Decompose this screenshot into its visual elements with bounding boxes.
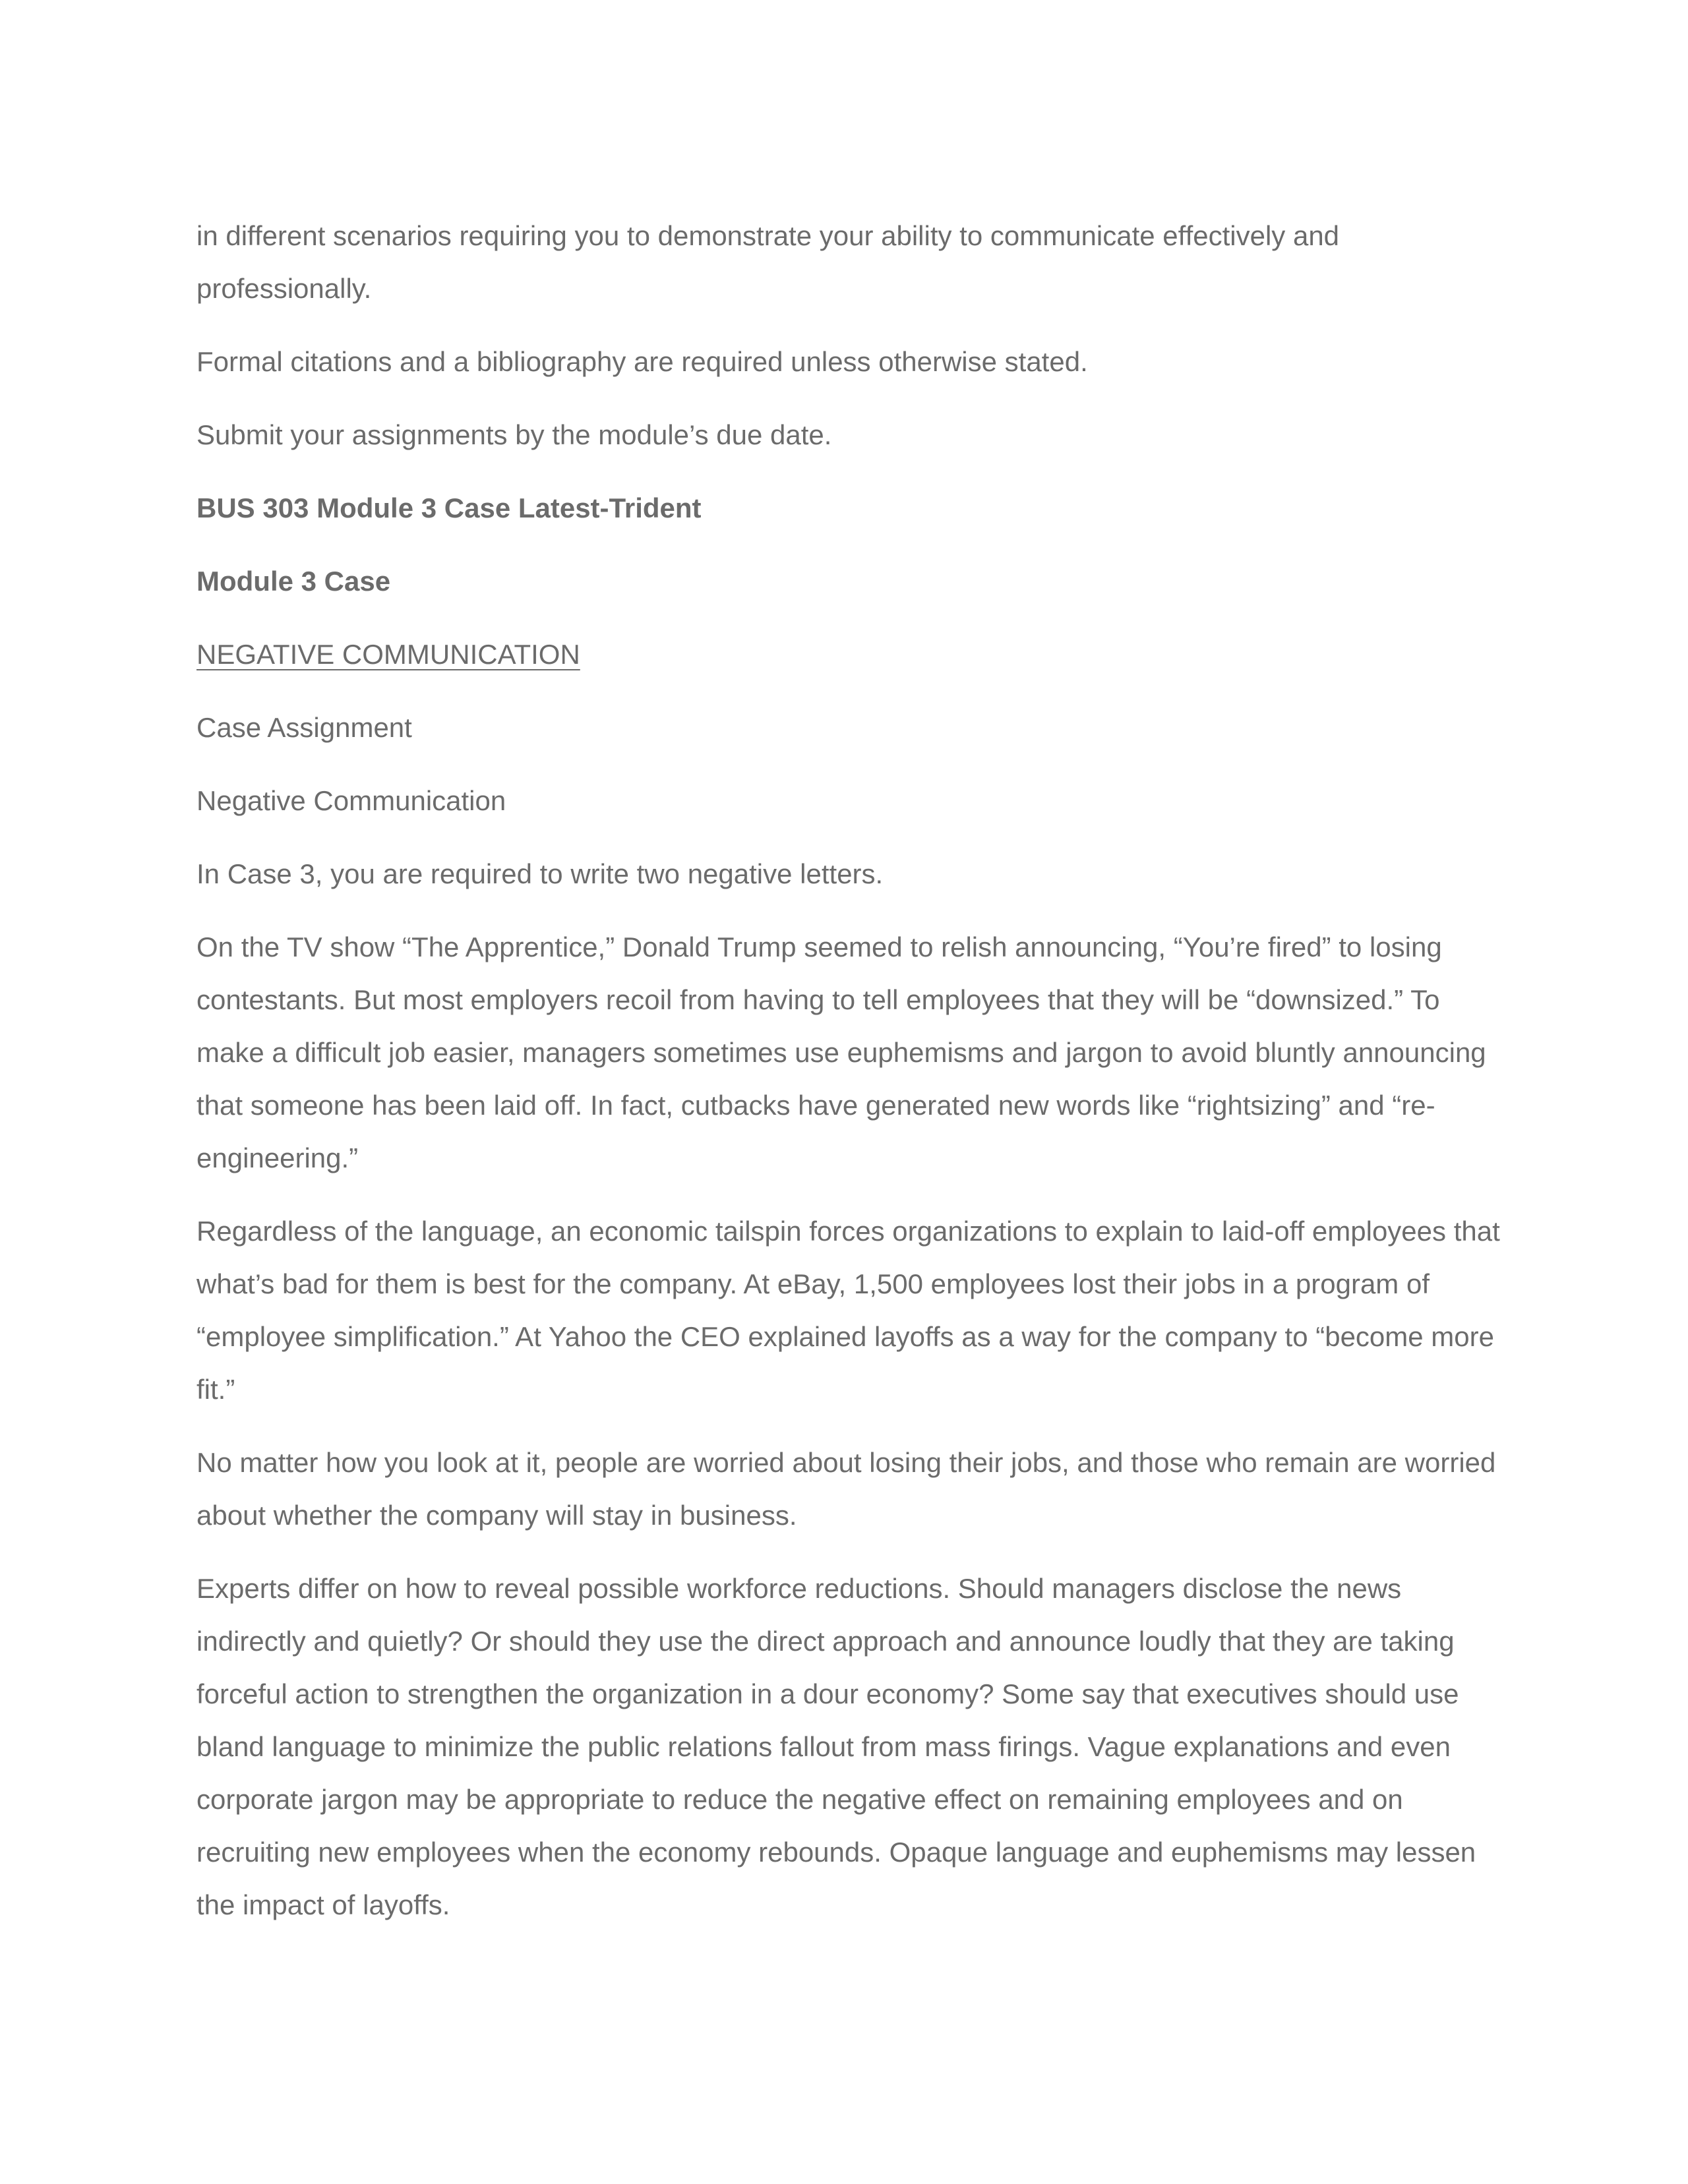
body-paragraph: Experts differ on how to reveal possible workforce reductions. Should managers disclose the news indirectly and quietly? Or should they use the direct approach and announce loudly that they are taking forceful action to strengthen the organization in a dour economy? Some say that executives should use bland language to minimize the public relations fallout from mass firings. Vague explanations and even corporate jargon may be appropriate to reduce the negative effect on remaining employees and on recruiting new employees when the economy rebounds. Opaque language and euphemisms may lessen the impact of layoffs. [196, 1573, 1476, 1920]
body-paragraph: In Case 3, you are required to write two negative letters. [196, 858, 884, 889]
module-heading: Module 3 Case [196, 566, 391, 597]
citations-paragraph: Formal citations and a bibliography are required unless otherwise stated. [196, 346, 1088, 377]
case-assignment-label: Case Assignment [196, 712, 412, 743]
section-title [196, 628, 1502, 681]
document-page [196, 210, 1502, 1952]
negative-communication-label: Negative Communication [196, 785, 506, 816]
body-paragraph: Regardless of the language, an economic tailspin forces organizations to explain to laid-off employees that what’s bad for them is best for the company. At eBay, 1,500 employees lost their jobs in a program of “employee simplification.” At Yahoo the CEO explained layoffs as a way for the company to “become more fit.” [196, 1216, 1500, 1405]
section-title-text: NEGATIVE COMMUNICATION [196, 639, 580, 670]
body-paragraph: No matter how you look at it, people are worried about losing their jobs, and those who remain are worried about whether the company will stay in business. [196, 1447, 1496, 1531]
intro-paragraph-continued: in different scenarios requiring you to demonstrate your ability to communicate effectively and professionally. [196, 220, 1340, 304]
body-paragraph: On the TV show “The Apprentice,” Donald Trump seemed to relish announcing, “You’re fired” to losing contestants. But most employers recoil from having to tell employees that they will be “downsized.” To make a difficult job easier, managers sometimes use euphemisms and jargon to avoid bluntly announcing that someone has been laid off. In fact, cutbacks have generated new words like “rightsizing” and “re-engineering.” [196, 931, 1486, 1173]
submission-paragraph: Submit your assignments by the module’s due date. [196, 419, 832, 450]
case-heading: BUS 303 Module 3 Case Latest-Trident [196, 492, 702, 523]
